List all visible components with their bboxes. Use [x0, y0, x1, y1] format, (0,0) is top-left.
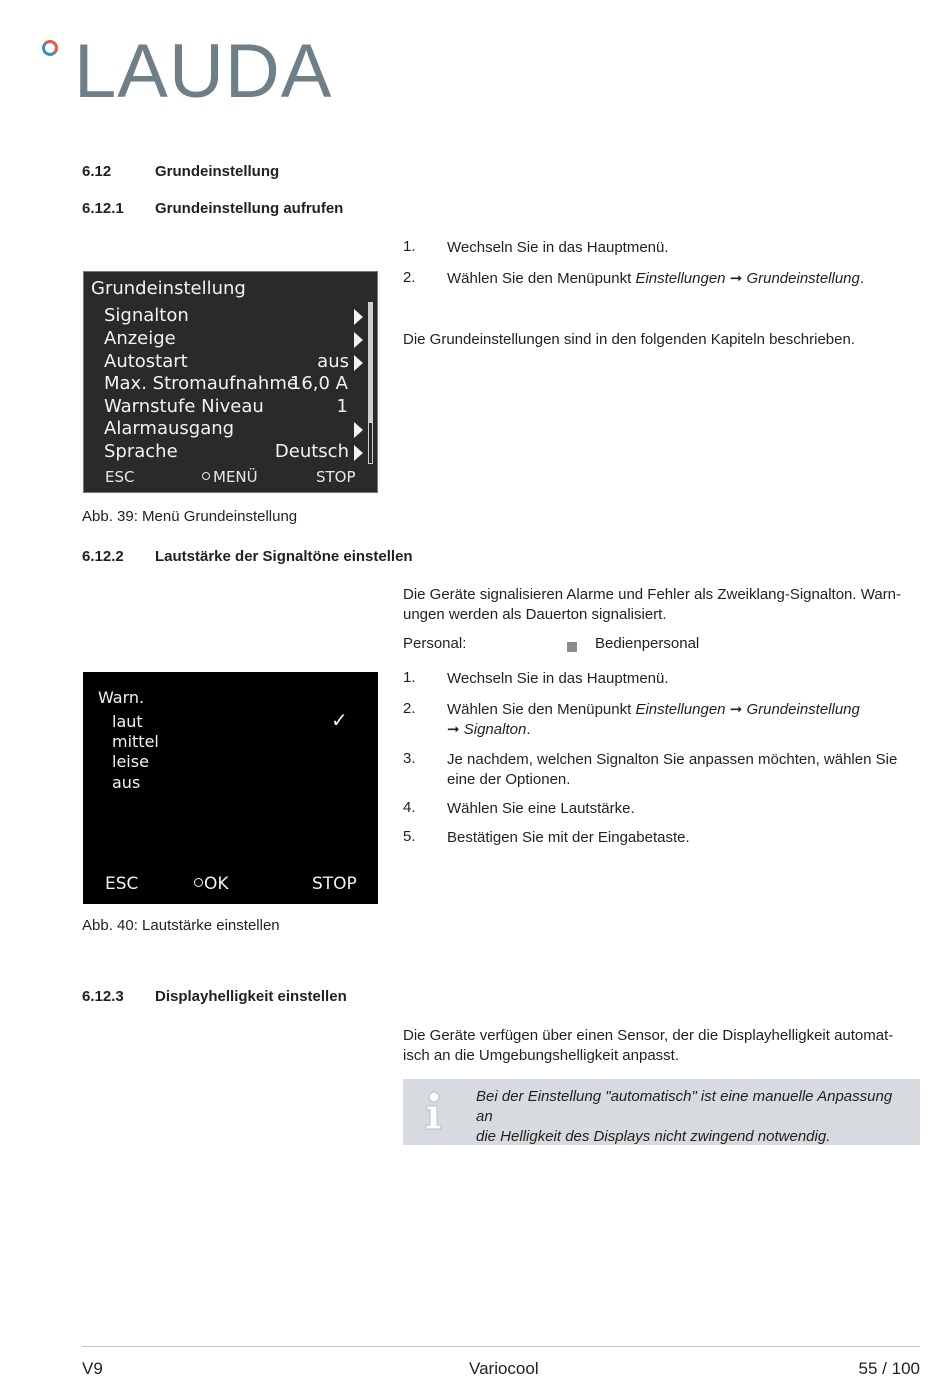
section-number: 6.12.2: [82, 548, 124, 565]
circle-icon: [194, 878, 203, 887]
intro-paragraph: Die Grundeinstellungen sind in den folgenden Kapiteln beschrieben.: [403, 331, 855, 348]
figure-caption: Abb. 40: Lautstärke einstellen: [82, 917, 280, 934]
logo-circle-icon: [42, 40, 58, 56]
step-number: 4.: [403, 799, 416, 816]
paragraph: Die Geräte verfügen über einen Sensor, der die Displayhelligkeit automat- isch an die Umgebungshelligkeit anpasst.: [403, 1027, 894, 1064]
menu-row-max-stromaufnahme: Max. Stromaufnahme 16,0 A: [104, 373, 348, 394]
step-text: Je nachdem, welchen Signalton Sie anpassen möchten, wählen Sie eine der Optionen.: [447, 751, 898, 788]
paragraph: Die Geräte signalisieren Alarme und Fehler als Zweiklang-Signalton. Warn- ungen werden als Dauerton signalisiert.: [403, 586, 902, 623]
personal-value: Bedienpersonal: [595, 635, 700, 652]
section-number: 6.12: [82, 163, 112, 180]
section-number: 6.12.1: [82, 200, 124, 217]
section-title: Grundeinstellung: [155, 163, 280, 180]
step-text: Bestätigen Sie mit der Eingabetaste.: [447, 829, 690, 846]
lauda-logo: [40, 29, 350, 114]
info-box: [403, 1079, 920, 1145]
option-leise: leise: [112, 752, 149, 771]
volume-screen: [83, 672, 378, 904]
softkey-ok: OK: [194, 874, 229, 894]
footer-page-number: 55 / 100: [858, 1359, 920, 1378]
menu-row-alarmausgang: Alarmausgang: [104, 418, 369, 440]
personal-label: Personal:: [403, 635, 467, 652]
checkmark-icon: ✓: [331, 708, 348, 732]
section-title: Grundeinstellung aufrufen: [155, 200, 344, 217]
step-text: Wählen Sie den Menüpunkt Einstellungen ➞ Grundeinstellung ➞ Signalton.: [447, 701, 860, 738]
softkey-menu: MENÜ: [202, 468, 258, 486]
step-number: 1.: [403, 669, 416, 686]
step-number: 5.: [403, 828, 416, 845]
option-mittel: mittel: [112, 732, 159, 751]
screen-title: Warn.: [98, 688, 145, 707]
option-laut: laut: [112, 712, 143, 731]
softkey-stop: STOP: [316, 468, 356, 486]
section-title: Displayhelligkeit einstellen: [155, 988, 347, 1005]
menu-row-signalton: Signalton: [104, 305, 369, 327]
arrow-right-icon: [354, 332, 363, 348]
footer-divider: [82, 1346, 920, 1347]
step-number: 3.: [403, 750, 416, 767]
bullet-square-icon: [567, 639, 577, 657]
arrow-right-icon: [354, 422, 363, 438]
arrow-right-icon: [354, 355, 363, 371]
step-text: Wählen Sie eine Lautstärke.: [447, 800, 635, 817]
step-number: 1.: [403, 238, 416, 255]
arrow-right-icon: [354, 445, 363, 461]
menu-row-warnstufe-niveau: Warnstufe Niveau 1: [104, 396, 348, 417]
info-text: Bei der Einstellung "automatisch" ist eine manuelle Anpassung an die Helligkeit des Displays nicht zwingend notwendig.: [476, 1088, 893, 1145]
scrollbar: [368, 302, 373, 464]
option-aus: aus: [112, 773, 141, 792]
menu-screen-grundeinstellung: [83, 271, 378, 493]
step-text: Wechseln Sie in das Hauptmenü.: [447, 239, 669, 256]
logo-text: LAUDA: [74, 29, 333, 114]
screen-title: Grundeinstellung: [91, 278, 246, 299]
section-title: Lautstärke der Signaltöne einstellen: [155, 548, 413, 565]
menu-row-sprache: Sprache Deutsch: [104, 441, 369, 463]
softkey-esc: ESC: [105, 468, 135, 486]
softkey-stop: STOP: [312, 874, 357, 894]
menu-row-autostart: Autostart aus: [104, 351, 369, 373]
arrow-right-icon: [354, 309, 363, 325]
footer-product: Variocool: [469, 1359, 539, 1378]
menu-row-anzeige: Anzeige: [104, 328, 369, 350]
step-number: 2.: [403, 700, 416, 717]
step-text: Wechseln Sie in das Hauptmenü.: [447, 670, 669, 687]
section-number: 6.12.3: [82, 988, 124, 1005]
circle-icon: [202, 472, 210, 480]
step-text: Wählen Sie den Menüpunkt Einstellungen ➞ Grundeinstellung.: [447, 270, 865, 287]
softkey-esc: ESC: [105, 874, 139, 894]
figure-caption: Abb. 39: Menü Grundeinstellung: [82, 508, 298, 525]
footer-version: V9: [82, 1359, 103, 1378]
step-number: 2.: [403, 269, 416, 286]
info-icon: [421, 1091, 447, 1131]
